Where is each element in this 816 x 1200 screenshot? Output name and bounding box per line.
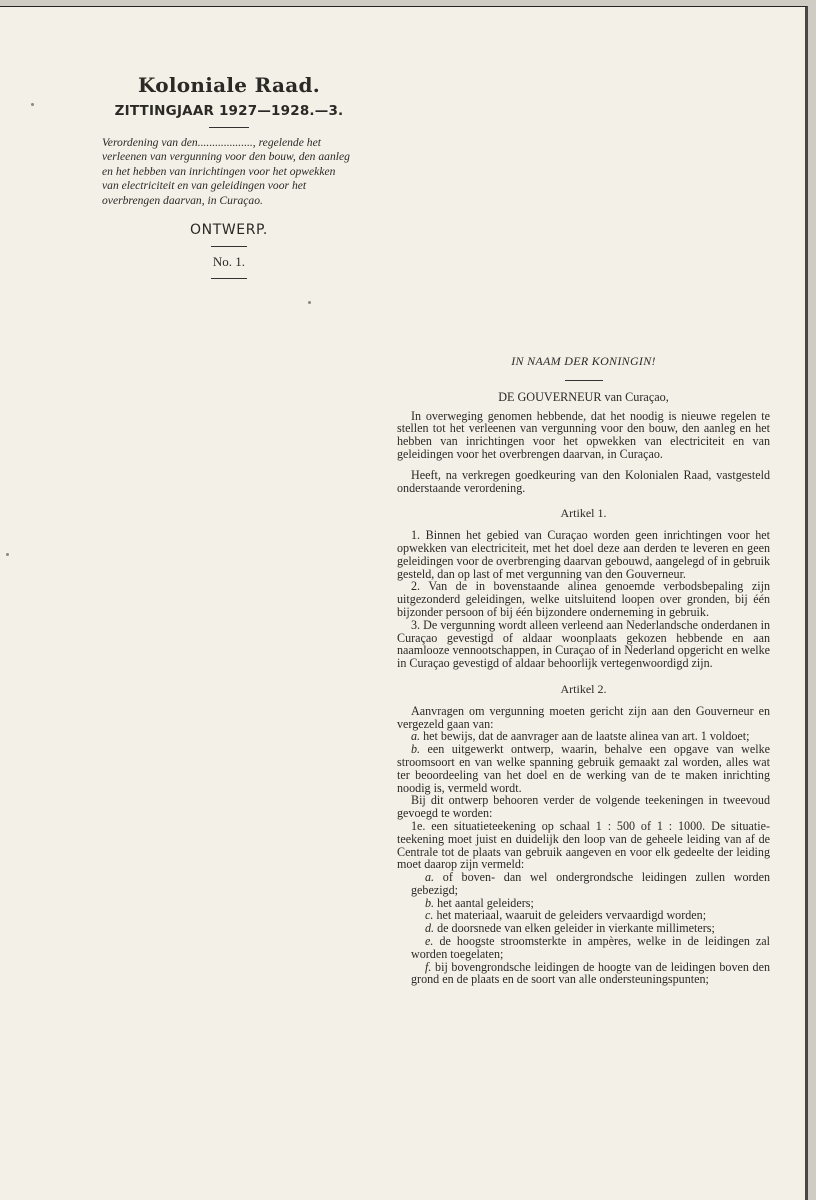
document-title: Koloniale Raad. <box>137 73 321 97</box>
item-text: de hoogste stroomsterkte in ampères, welke in de leidingen zal worden toegelaten; <box>411 934 770 961</box>
divider <box>209 127 249 128</box>
article-paragraph: 3. De vergunning wordt alleen verleend aan Nederlandsche onderdanen in Curaçao gevestigd of aldaar woonplaats gekozen hebbende en aan naamlooze vennootschappen, in Curaçao of in Nederland opgericht en welke in Curaçao gevestigd of aldaar behoorlijk vertegenwoordigd zijn. <box>397 617 770 671</box>
divider <box>211 246 247 247</box>
list-item <box>411 935 770 961</box>
item-text: de doorsnede van elken geleider in vierkante millimeters; <box>437 921 715 936</box>
item-text: een uitgewerkt ontwerp, waarin, behalve een opgave van welke stroomsoort en van welke spanning gebruik gemaakt zal worden, alles wat ter beoordeeling van het doel en de werking van de te maken inrichting noodig is, vermeld wordt. <box>397 742 770 795</box>
ordinance-body <box>397 347 770 986</box>
session-year: ZITTINGJAAR 1927—1928.—3. <box>114 103 344 119</box>
list-item <box>397 743 770 794</box>
document-page <box>0 6 808 1200</box>
item-text: het bewijs, dat de aanvrager aan de laatste alinea van art. 1 voldoet; <box>423 729 750 744</box>
paper-speck <box>31 103 34 106</box>
article-heading: Artikel 1. <box>560 506 607 521</box>
divider <box>565 380 603 381</box>
article-heading: Artikel 2. <box>560 681 607 696</box>
item-letter: a. <box>411 729 421 744</box>
item-letter: e. <box>425 934 434 949</box>
invocation: IN NAAM DER KONINGIN! <box>511 354 656 368</box>
paper-speck <box>6 553 9 556</box>
list-item <box>411 961 770 987</box>
preamble-paragraph: Heeft, na verkregen goedkeuring van den Kolonialen Raad, vastgesteld onderstaande verordening. <box>397 467 770 495</box>
divider <box>211 278 247 279</box>
preamble-paragraph: In overweging genomen hebbende, dat het noodig is nieuwe regelen te stellen tot het verleenen van vergunning voor den bouw, den aanleg en het hebben van inrichtingen voor het opwekken van electriciteit en van geleidingen voor het overbrengen daarvan, in Curaçao. <box>397 408 770 461</box>
item-letter: a. <box>425 870 435 885</box>
document-number: No. 1. <box>212 254 246 270</box>
list-item <box>411 871 770 897</box>
item-letter: c. <box>425 908 434 923</box>
article-paragraph: Aanvragen om vergunning moeten gericht zijn aan den Gouverneur en vergezeld gaan van: <box>397 703 770 731</box>
item-text: het materiaal, waaruit de geleiders vervaardigd worden; <box>436 908 707 923</box>
paper-speck <box>308 301 311 304</box>
article-paragraph: 2. Van de in bovenstaande alinea genoemde verbodsbepaling zijn uitgezonderd geleidingen, welke uitsluitend loopen over gronden, bij één bijzonder persoon of bij één bijzondere onderneming in gebruik. <box>397 579 770 619</box>
item-letter: d. <box>425 921 435 936</box>
header-block <box>100 73 358 287</box>
item-text: bij bovengrondsche leidingen de hoogte van de leidingen boven den grond en de plaats en de soort van alle ondersteuningspunten; <box>411 959 770 987</box>
ordinance-summary: Verordening van den..................., regelende het verleenen van vergunning voor den bouw, den aanleg en het hebben van inrichtingen voor het opwekken van electriciteit en van geleidingen voor het overbrengen daarvan, in Curaçao. <box>102 136 350 207</box>
item-letter: f. <box>425 959 432 974</box>
article-paragraph: 1e. een situatieteekening op schaal 1 : 500 of 1 : 1000. De situatie-teekening moet juist en duidelijk den loop van de geheele leiding van af de Centrale tot de plaats van gebruik aangeven en voor elk gedeelte der leiding moet daarop zijn vermeld: <box>397 818 770 872</box>
item-text: het aantal geleiders; <box>437 895 534 910</box>
item-letter: b. <box>425 895 435 910</box>
issuer: DE GOUVERNEUR van Curaçao, <box>498 389 669 404</box>
draft-label: ONTWERP. <box>190 222 268 239</box>
article-paragraph: Bij dit ontwerp behooren verder de volgende teekeningen in tweevoud gevoegd te worden: <box>397 793 770 821</box>
article-paragraph: 1. Binnen het gebied van Curaçao worden geen inrichtingen voor het opwekken van electriciteit, met het doel deze aan derden te leveren en geen geleidingen voor de overbrenging daarvan gebouwd, aangelegd of in gebruik gesteld, dan op last of met vergunning van den Gouverneur. <box>397 528 770 581</box>
item-text: of boven- dan wel ondergrondsche leidingen zullen worden gebezigd; <box>411 870 770 897</box>
item-letter: b. <box>411 742 421 757</box>
